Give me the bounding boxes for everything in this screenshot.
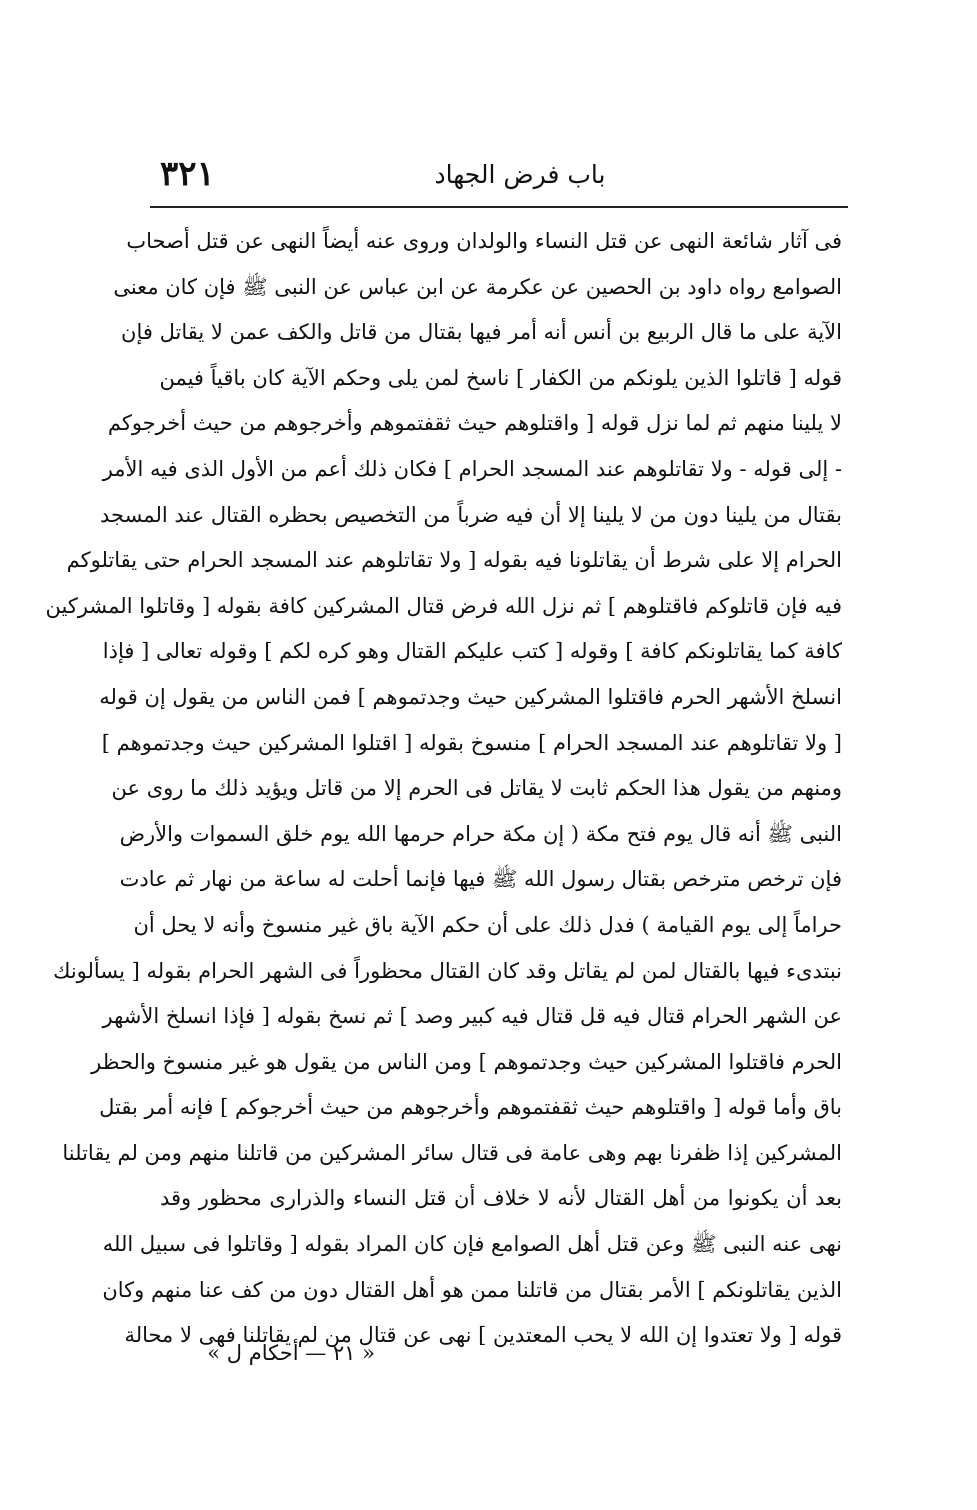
- text-line: قوله [ قاتلوا الذين يلونكم من الكفار ] ناسخ لمن يلى وحكم الآية كان باقياً فيمن: [159, 365, 842, 390]
- text-line: باق وأما قوله [ واقتلوهم حيث ثقفتموهم وأخرجوهم من حيث أخرجوكم ] فإنه أمر بقتل: [99, 1095, 842, 1120]
- text-line: نبتدىء فيها بالقتال لمن لم يقاتل وقد كان القتال محظوراً فى الشهر الحرام بقوله [ يسألونك: [53, 958, 842, 983]
- header-rule: [150, 206, 848, 208]
- text-line: المشركين إذا ظفرنا بهم وهى عامة فى قتال سائر المشركين من قاتلنا منهم ومن لم يقاتلنا: [62, 1140, 842, 1165]
- text-line: [ ولا تقاتلوهم عند المسجد الحرام ] منسوخ بقوله [ اقتلوا المشركين حيث وجدتموهم ]: [101, 730, 842, 755]
- text-line: قوله [ ولا تعتدوا إن الله لا يحب المعتدين ] نهى عن قتال من لم يقاتلنا فهى لا محالة: [124, 1323, 842, 1348]
- text-line: ومنهم من يقول هذا الحكم ثابت لا يقاتل فى الحرم إلا من قاتل ويؤيد ذلك ما روى عن: [111, 776, 842, 801]
- text-line: فيه فإن قاتلوكم فاقتلوهم ] ثم نزل الله فرض قتال المشركين كافة بقوله [ وقاتلوا المشركين: [45, 593, 842, 618]
- text-line: الحرام إلا على شرط أن يقاتلونا فيه بقوله [ ولا تقاتلوهم عند المسجد الحرام حتى يقاتلوكم: [66, 548, 842, 573]
- text-line: النبى ﷺ أنه قال يوم فتح مكة ( إن مكة حرام حرمها الله يوم خلق السموات والأرض: [119, 821, 842, 846]
- signature-mark: « ٢١ — أحكام ل »: [207, 1341, 375, 1365]
- body-text: [45, 219, 843, 1359]
- text-line: - إلى قوله - ولا تقاتلوهم عند المسجد الحرام ] فكان ذلك أعم من الأول الذى فيه الأمر: [102, 456, 842, 481]
- text-line: الصوامع رواه داود بن الحصين عن عكرمة عن ابن عباس عن النبى ﷺ فإن كان معنى: [113, 274, 842, 299]
- text-line: بعد أن يكونوا من أهل القتال لأنه لا خلاف أن قتل النساء والذرارى محظور وقد: [160, 1186, 843, 1211]
- text-line: الذين يقاتلونكم ] الأمر بقتال من قاتلنا ممن هو أهل القتال دون من كف عنا منهم وكان: [102, 1277, 842, 1302]
- text-line: كافة كما يقاتلونكم كافة ] وقوله [ كتب عليكم القتال وهو كره لكم ] وقوله تعالى [ فإذا: [102, 639, 842, 664]
- page-number: ٣٢١: [160, 154, 215, 194]
- text-line: الآية على ما قال الربيع بن أنس أنه أمر فيها بقتال من قاتل والكف عمن لا يقاتل فإن: [121, 320, 842, 345]
- text-line: فإن ترخص مترخص بقتال رسول الله ﷺ فيها فإنما أحلت له ساعة من نهار ثم عادت: [119, 867, 842, 892]
- text-line: عن الشهر الحرام قتال فيه قل قتال فيه كبير وصد ] ثم نسخ بقوله [ فإذا انسلخ الأشهر: [102, 1004, 842, 1029]
- text-line: نهى عنه النبى ﷺ وعن قتل أهل الصوامع فإن كان المراد بقوله [ وقاتلوا فى سبيل الله: [102, 1232, 842, 1257]
- text-line: انسلخ الأشهر الحرم فاقتلوا المشركين حيث وجدتموهم ] فمن الناس من يقول إن قوله: [99, 684, 842, 709]
- text-line: حراماً إلى يوم القيامة ) فدل ذلك على أن حكم الآية باق غير منسوخ وأنه لا يحل أن: [133, 912, 842, 937]
- text-line: فى آثار شائعة النهى عن قتل النساء والولدان وروى عنه أيضاً النهى عن قتل أصحاب: [126, 229, 842, 253]
- text-line: الحرم فاقتلوا المشركين حيث وجدتموهم ] ومن الناس من يقول هو غير منسوخ والحظر: [91, 1049, 842, 1074]
- text-line: لا يلينا منهم ثم لما نزل قوله [ واقتلوهم حيث ثقفتموهم وأخرجوهم من حيث أخرجوكم: [107, 411, 842, 436]
- text-line: بقتال من يلينا دون من لا يلينا إلا أن فيه ضرباً من التخصيص بحظره القتال عند المسجد: [99, 502, 842, 527]
- chapter-title: باب فرض الجهاد: [434, 160, 606, 189]
- page-header: [150, 150, 830, 200]
